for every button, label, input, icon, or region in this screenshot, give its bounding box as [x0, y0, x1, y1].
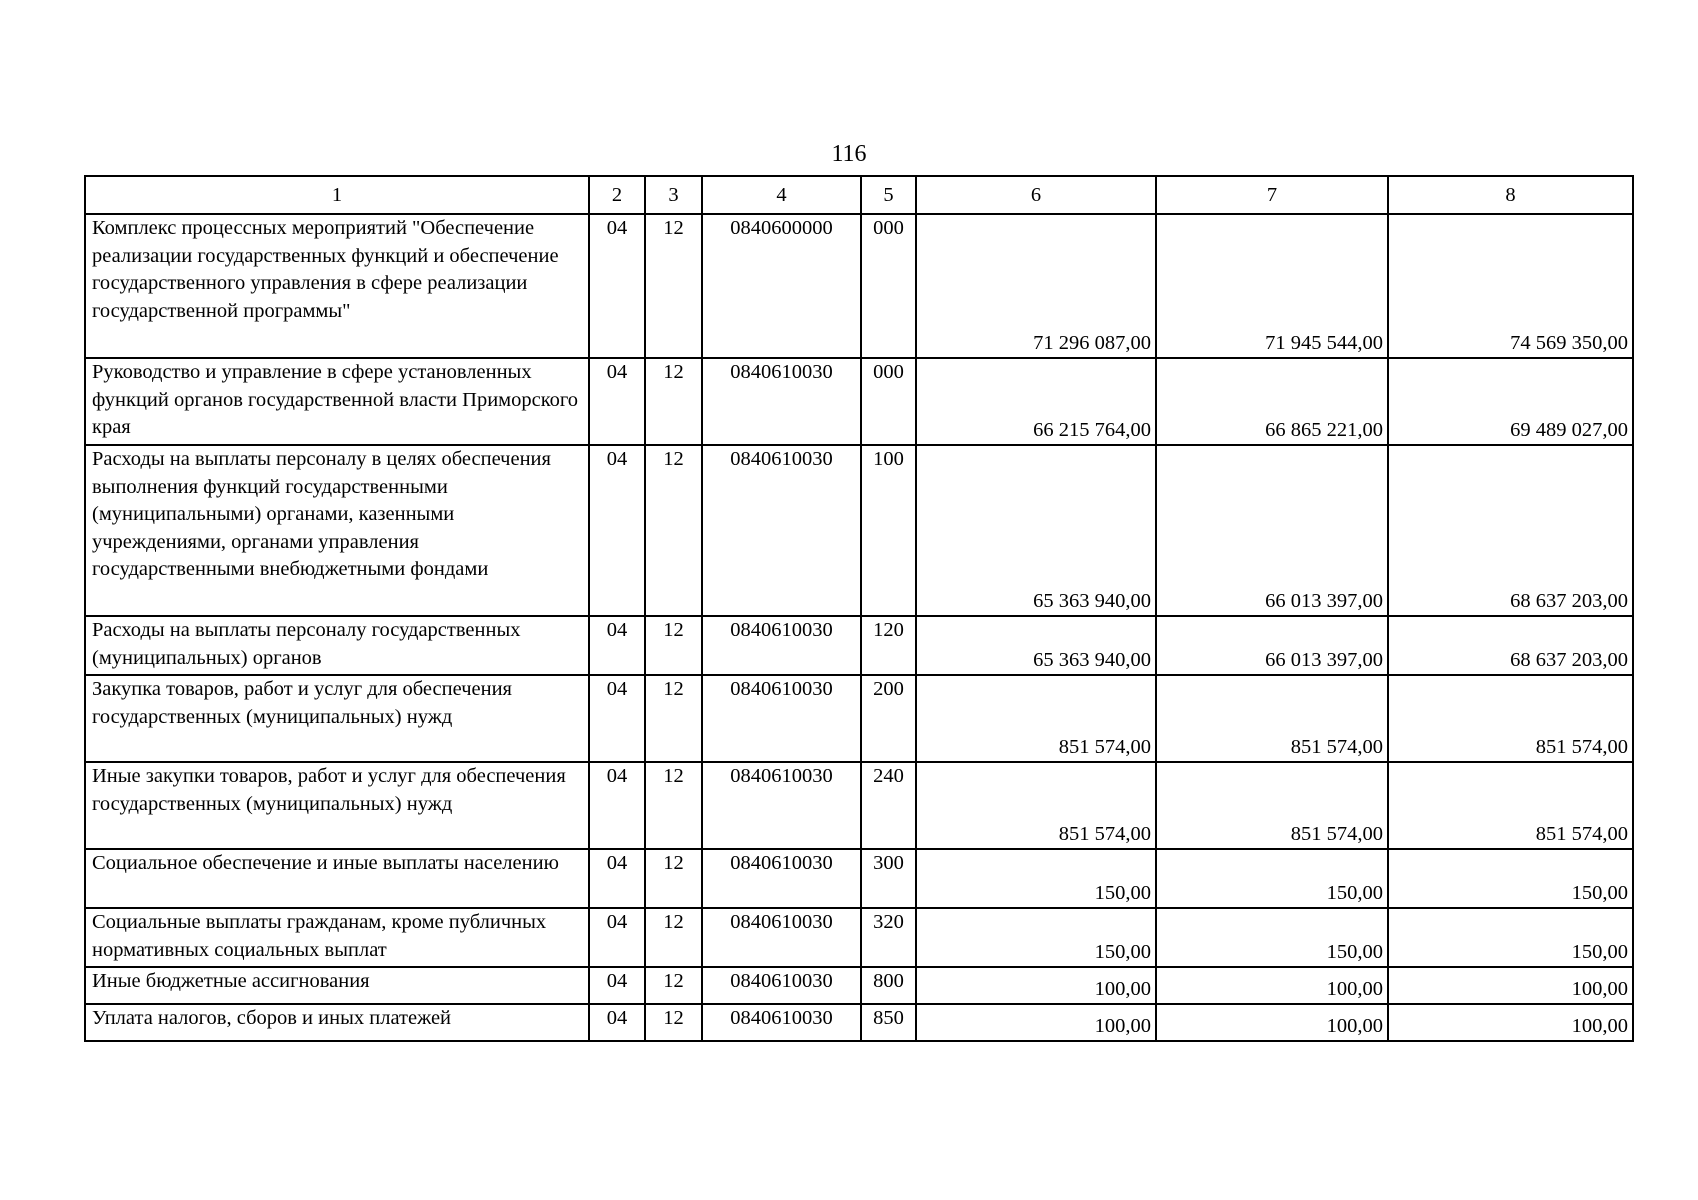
row-amount-6: 71 296 087,00: [916, 214, 1156, 358]
row-amount-6: 100,00: [916, 1004, 1156, 1041]
row-col-5: 100: [861, 445, 916, 616]
row-name: Расходы на выплаты персоналу в целях обеспечения выполнения функций государственными (муниципальными) органами, казенными учреждениями, органами управления государственными внебюджетными фондами: [85, 445, 589, 616]
row-col-2: 04: [589, 214, 645, 358]
table-row: [85, 214, 1633, 358]
row-col-4: 0840610030: [702, 445, 861, 616]
row-col-2: 04: [589, 358, 645, 445]
row-amount-6: 65 363 940,00: [916, 445, 1156, 616]
header-row: [85, 176, 1633, 214]
table-row: [85, 675, 1633, 762]
row-amount-7: 851 574,00: [1156, 675, 1388, 762]
row-col-4: 0840610030: [702, 358, 861, 445]
table-row: [85, 762, 1633, 849]
row-col-4: 0840610030: [702, 616, 861, 675]
row-amount-7: 66 013 397,00: [1156, 445, 1388, 616]
row-col-2: 04: [589, 616, 645, 675]
header-col-3: 3: [645, 176, 702, 214]
row-name: Иные бюджетные ассигнования: [85, 967, 589, 1004]
table-row: [85, 358, 1633, 445]
row-col-4: 0840610030: [702, 762, 861, 849]
row-name: Социальные выплаты гражданам, кроме публичных нормативных социальных выплат: [85, 908, 589, 967]
row-col-2: 04: [589, 1004, 645, 1041]
row-name: Закупка товаров, работ и услуг для обеспечения государственных (муниципальных) нужд: [85, 675, 589, 762]
row-amount-6: 150,00: [916, 849, 1156, 908]
row-col-2: 04: [589, 762, 645, 849]
row-col-2: 04: [589, 445, 645, 616]
row-col-2: 04: [589, 908, 645, 967]
row-col-3: 12: [645, 908, 702, 967]
row-col-3: 12: [645, 214, 702, 358]
row-amount-8: 100,00: [1388, 1004, 1633, 1041]
row-name: Иные закупки товаров, работ и услуг для обеспечения государственных (муниципальных) нужд: [85, 762, 589, 849]
row-col-3: 12: [645, 762, 702, 849]
row-amount-7: 851 574,00: [1156, 762, 1388, 849]
row-col-4: 0840610030: [702, 675, 861, 762]
row-col-4: 0840610030: [702, 908, 861, 967]
row-col-2: 04: [589, 849, 645, 908]
row-col-4: 0840610030: [702, 1004, 861, 1041]
row-col-5: 200: [861, 675, 916, 762]
row-col-5: 240: [861, 762, 916, 849]
row-col-4: 0840610030: [702, 967, 861, 1004]
row-col-3: 12: [645, 616, 702, 675]
row-amount-6: 150,00: [916, 908, 1156, 967]
row-amount-8: 68 637 203,00: [1388, 445, 1633, 616]
row-col-3: 12: [645, 675, 702, 762]
table-row: [85, 967, 1633, 1004]
row-amount-8: 851 574,00: [1388, 762, 1633, 849]
row-amount-6: 65 363 940,00: [916, 616, 1156, 675]
row-amount-7: 100,00: [1156, 1004, 1388, 1041]
row-col-3: 12: [645, 967, 702, 1004]
row-amount-6: 66 215 764,00: [916, 358, 1156, 445]
row-col-4: 0840610030: [702, 849, 861, 908]
row-col-4: 0840600000: [702, 214, 861, 358]
row-col-5: 120: [861, 616, 916, 675]
row-amount-7: 150,00: [1156, 908, 1388, 967]
row-col-2: 04: [589, 675, 645, 762]
row-name: Уплата налогов, сборов и иных платежей: [85, 1004, 589, 1041]
row-amount-8: 100,00: [1388, 967, 1633, 1004]
header-col-5: 5: [861, 176, 916, 214]
row-col-3: 12: [645, 445, 702, 616]
row-amount-8: 68 637 203,00: [1388, 616, 1633, 675]
table-row: [85, 849, 1633, 908]
table-header: [85, 176, 1633, 214]
row-amount-8: 150,00: [1388, 908, 1633, 967]
row-col-5: 300: [861, 849, 916, 908]
row-col-3: 12: [645, 849, 702, 908]
table-body: [85, 214, 1633, 1041]
row-name: Расходы на выплаты персоналу государственных (муниципальных) органов: [85, 616, 589, 675]
row-col-5: 850: [861, 1004, 916, 1041]
row-col-5: 800: [861, 967, 916, 1004]
table-row: [85, 616, 1633, 675]
row-amount-7: 150,00: [1156, 849, 1388, 908]
header-col-4: 4: [702, 176, 861, 214]
row-amount-8: 150,00: [1388, 849, 1633, 908]
row-col-5: 000: [861, 358, 916, 445]
row-amount-8: 851 574,00: [1388, 675, 1633, 762]
row-amount-7: 66 013 397,00: [1156, 616, 1388, 675]
row-amount-6: 100,00: [916, 967, 1156, 1004]
header-col-8: 8: [1388, 176, 1633, 214]
row-amount-7: 71 945 544,00: [1156, 214, 1388, 358]
header-col-1: 1: [85, 176, 589, 214]
row-amount-8: 69 489 027,00: [1388, 358, 1633, 445]
row-amount-6: 851 574,00: [916, 675, 1156, 762]
row-amount-7: 66 865 221,00: [1156, 358, 1388, 445]
table-row: [85, 1004, 1633, 1041]
row-col-3: 12: [645, 1004, 702, 1041]
row-name: Руководство и управление в сфере установленных функций органов государственной власти Приморского края: [85, 358, 589, 445]
row-col-5: 000: [861, 214, 916, 358]
header-col-2: 2: [589, 176, 645, 214]
row-amount-8: 74 569 350,00: [1388, 214, 1633, 358]
row-col-5: 320: [861, 908, 916, 967]
row-amount-7: 100,00: [1156, 967, 1388, 1004]
row-col-2: 04: [589, 967, 645, 1004]
budget-table: [84, 175, 1634, 1042]
table-row: [85, 445, 1633, 616]
table-row: [85, 908, 1633, 967]
row-name: Комплекс процессных мероприятий "Обеспечение реализации государственных функций и обеспечение государственного управления в сфере реализации государственной программы": [85, 214, 589, 358]
header-col-6: 6: [916, 176, 1156, 214]
header-col-7: 7: [1156, 176, 1388, 214]
row-col-3: 12: [645, 358, 702, 445]
page-number: 116: [831, 141, 867, 167]
row-name: Социальное обеспечение и иные выплаты населению: [85, 849, 589, 908]
row-amount-6: 851 574,00: [916, 762, 1156, 849]
